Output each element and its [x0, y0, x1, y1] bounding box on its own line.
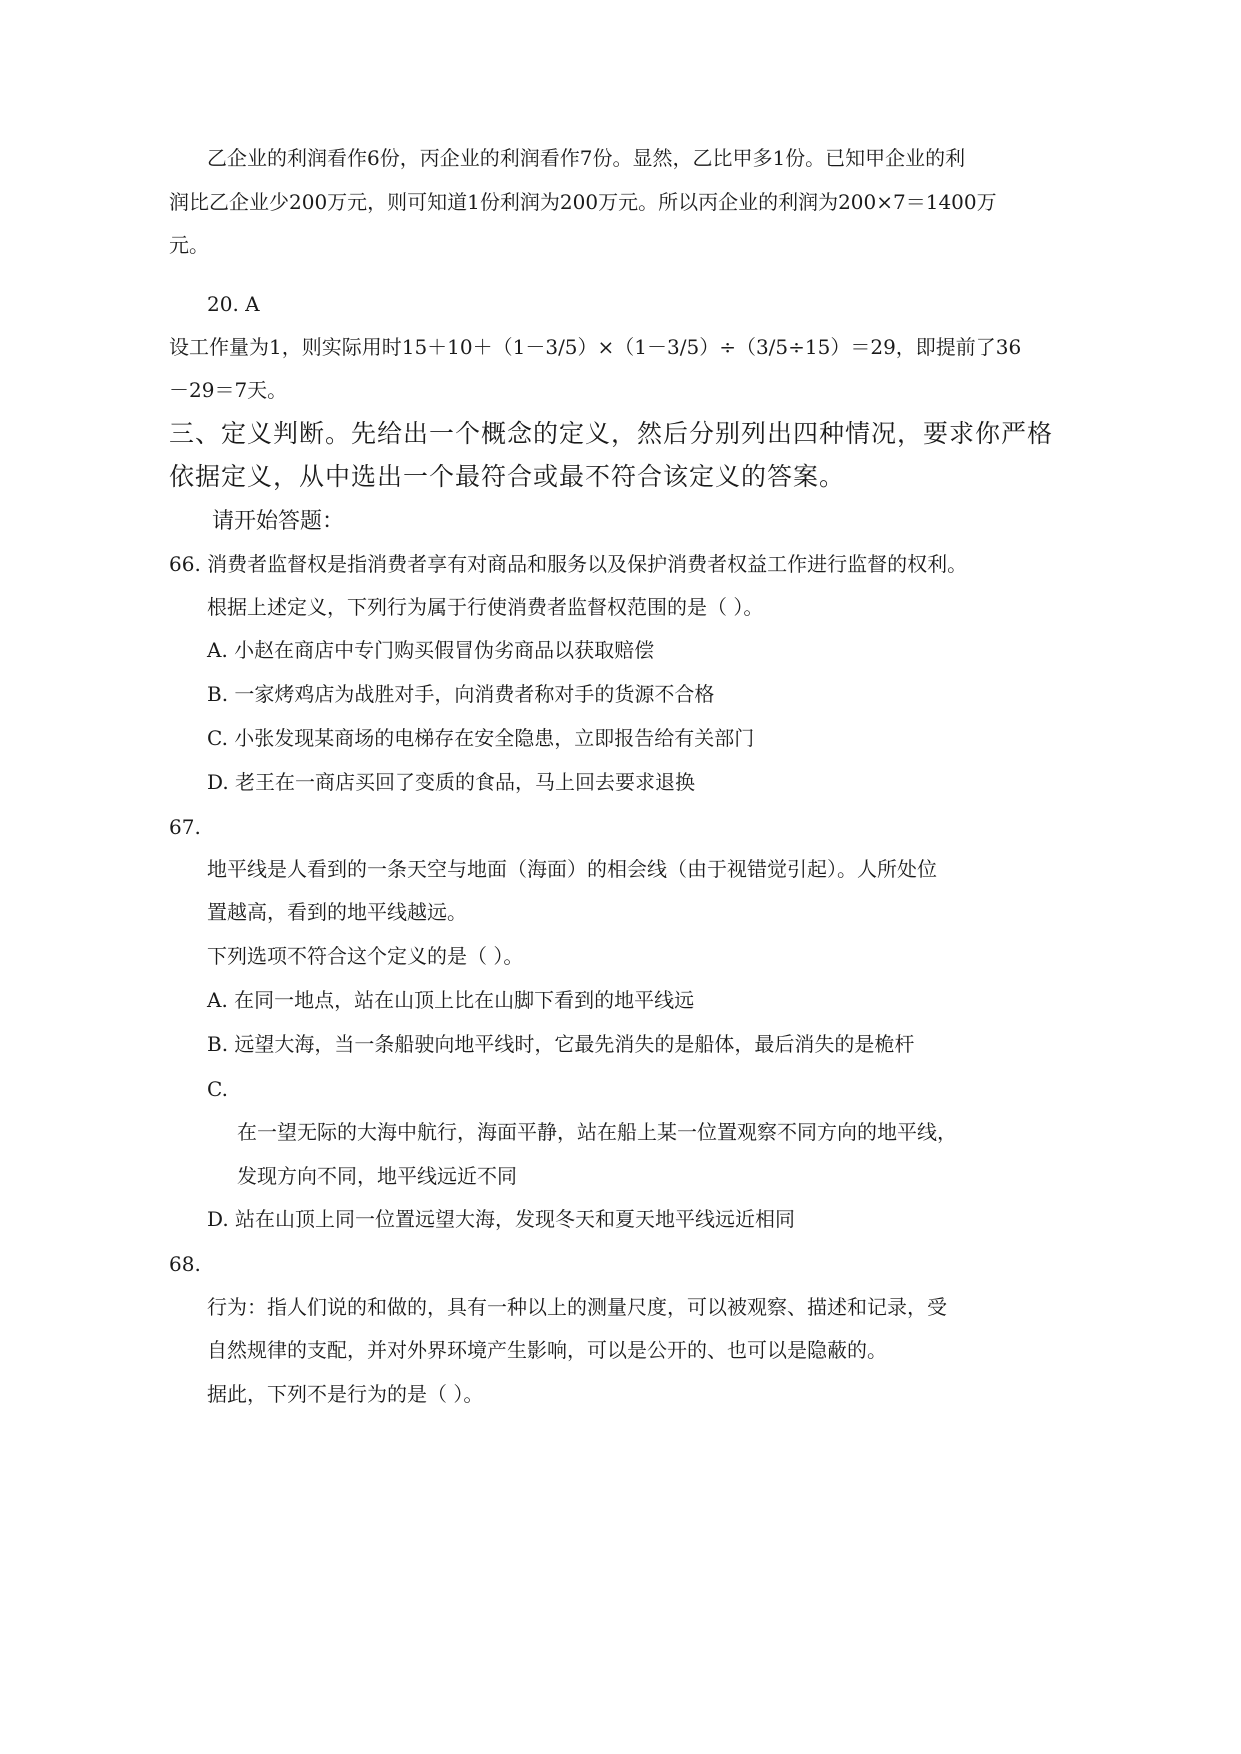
q67-option-c-line2: 发现方向不同，地平线远近不同 [237, 1164, 517, 1188]
q68-question: 据此，下列不是行为的是（ ）。 [207, 1382, 484, 1406]
q66-question: 根据上述定义，下列行为属于行使消费者监督权范围的是（ ）。 [207, 595, 764, 619]
q67-number: 67. [169, 815, 201, 839]
section-title-line2: 依据定义，从中选出一个最符合或最不符合该定义的答案。 [169, 462, 846, 491]
q68-definition-line2: 自然规律的支配，并对外界环境产生影响，可以是公开的、也可以是隐蔽的。 [207, 1338, 887, 1362]
answer19-line3: 元。 [169, 233, 209, 257]
q67-option-c-label: C. [207, 1077, 228, 1101]
q66-option-a: A. 小赵在商店中专门购买假冒伪劣商品以获取赔偿 [207, 638, 655, 662]
q66-option-b: B. 一家烤鸡店为战胜对手，向消费者称对手的货源不合格 [207, 682, 715, 706]
q66-option-c: C. 小张发现某商场的电梯存在安全隐患，立即报告给有关部门 [207, 726, 755, 750]
q67-definition-line2: 置越高，看到的地平线越远。 [207, 900, 467, 924]
section-start: 请开始答题： [212, 509, 345, 534]
q67-question: 下列选项不符合这个定义的是（ ）。 [207, 944, 524, 968]
q68-number: 68. [169, 1252, 201, 1276]
q67-option-a: A. 在同一地点，站在山顶上比在山脚下看到的地平线远 [207, 988, 695, 1012]
q67-option-d: D. 站在山顶上同一位置远望大海，发现冬天和夏天地平线远近相同 [207, 1207, 796, 1231]
q66-option-d: D. 老王在一商店买回了变质的食品，马上回去要求退换 [207, 770, 696, 794]
answer20-header: 20. A [207, 292, 260, 316]
answer20-line1: 设工作量为1，则实际用时15＋10＋（1－3/5）×（1－3/5）÷（3/5÷15）＝29，即提前了36 [169, 335, 1022, 359]
q68-definition-line1: 行为：指人们说的和做的，具有一种以上的测量尺度，可以被观察、描述和记录，受 [207, 1295, 947, 1319]
answer19-line2: 润比乙企业少200万元，则可知道1份利润为200万元。所以丙企业的利润为200×7＝1400万 [169, 190, 997, 214]
q67-definition-line1: 地平线是人看到的一条天空与地面（海面）的相会线（由于视错觉引起）。人所处位 [207, 857, 937, 881]
q67-option-c-line1: 在一望无际的大海中航行，海面平静，站在船上某一位置观察不同方向的地平线， [237, 1120, 957, 1144]
answer19-line1: 乙企业的利润看作6份，丙企业的利润看作7份。显然，乙比甲多1份。已知甲企业的利 [207, 146, 966, 170]
q67-option-b: B. 远望大海，当一条船驶向地平线时，它最先消失的是船体，最后消失的是桅杆 [207, 1032, 915, 1056]
section-title-line1: 三、定义判断。先给出一个概念的定义，然后分别列出四种情况，要求你严格 [169, 419, 1054, 448]
answer20-line2: －29＝7天。 [169, 378, 288, 402]
q66-stem: 66. 消费者监督权是指消费者享有对商品和服务以及保护消费者权益工作进行监督的权利。 [169, 552, 968, 576]
